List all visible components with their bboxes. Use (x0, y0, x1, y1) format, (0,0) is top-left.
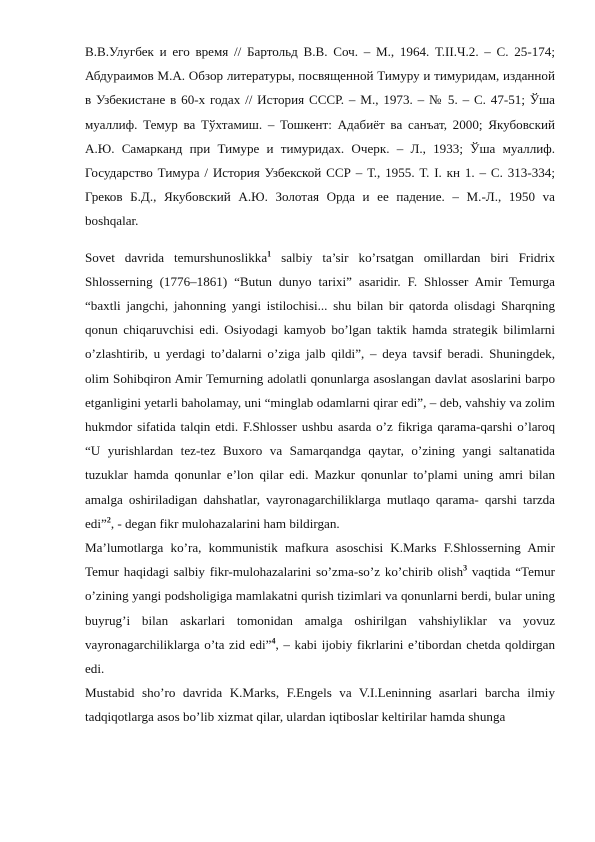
references-paragraph: В.В.Улугбек и его время // Бартольд В.В. Соч. – М., 1964. Т.II.Ч.2. – С. 25-174; Абдураимов М.А. Обзор литературы, посвященной Тимуру и тимуридам, изданной в Узбекистане в 60-х годах // История СССР. – М., 1973. – № 5. – С. 47-51; Ўша муаллиф. Темур ва Тўхтамиш. – Тошкент: Адабиёт ва санъат, 2000; Якубовский А.Ю. Самарканд при Тимуре и тимуридах. Очерк. – Л., 1933; Ўша муаллиф. Государство Тимура / История Узбекской ССР – Т., 1955. Т. I. кн 1. – С. 313-334; Греков Б.Д., Якубовский А.Ю. Золотая Орда и ее падение. – М.-Л., 1950 va boshqalar. (85, 44, 555, 229)
text-segment: , - degan fikr mulohazalarini ham bildirgan. (110, 515, 340, 531)
footnote-marker: 3 (463, 563, 468, 573)
footnote-marker: 1 (267, 249, 272, 259)
footnote-marker: 2 (106, 515, 111, 525)
text-segment: Ma’lumotlarga ko’ra, kommunistik mafkura asoschisi K.Marks F.Shlosserning Amir Temur haqidagi salbiy fikr-mulohazalarini so’zma-so’z ko’chirib olish (85, 540, 555, 580)
footnote-marker: 4 (271, 636, 276, 646)
paragraph-gap (85, 234, 555, 246)
document-page (85, 40, 555, 730)
body-paragraph-1 (85, 246, 555, 536)
body-paragraph-3: Mustabid sho’ro davrida K.Marks, F.Engels va V.I.Leninning asarlari barcha ilmiy tadqiqotlarga asos bo’lib xizmat qilar, ulardan iqtiboslar keltirilar hamda shunga (85, 685, 555, 725)
text-segment: salbiy ta’sir ko’rsatgan omillardan biri Fridrix Shlosserning (1776–1861) “Butun dunyo tarixi” asaridir. F. Shlosser Amir Temurga “baxtli jangchi, jahonning yangi istilochisi... shu bilan bir qatorda olisdagi Sharqning qonun chiqaruvchisi edi. Osiyodagi kamyob bo’lgan taktik hamda strategik bilimlarni o’zlashtirib, u yerdagi to’dalarni o’ziga jalb qildi”, – deya tavsif beradi. Shuningdek, olim Sohibqiron Amir Temurning adolatli qonunlarga asoslangan davlat asoslarini barpo etganligini yetarli baholamay, uni “minglab odamlarni qirar edi”, – deb, vahshiy va zolim hukmdor sifatida talqin etdi. F.Shlosser ushbu asarda o’z fikriga qarama-qarshi o’laroq “U yurishlardan tez-tez Buxoro va Samarqandga qaytar, o’zining yangi saltanatida tuzuklar hamda qonunlar e’lon qilar edi. Mazkur qonunlar to’plami uning amri bilan amalga oshiriladigan dahshatlar, vayronagarchiliklarga mutlaqo qarama- qarshi tarzda edi” (85, 249, 555, 531)
text-segment: , – kabi ijobiy fikrlarini e’tibordan chetda qoldirgan edi. (85, 636, 555, 677)
text-segment: Sovet davrida temurshunoslikka (85, 249, 268, 265)
body-paragraph-2 (85, 536, 555, 681)
text-segment: vaqtida “Temur o’zining yangi podsholigiga mamlakatni qurish tizimlari va qonunlarni berdi, bular uning buyrug’i bilan askarlari tomonidan amalga oshirilgan vahshiyliklar va yovuz vayronagarchiliklarga o’ta zid edi” (85, 564, 555, 652)
